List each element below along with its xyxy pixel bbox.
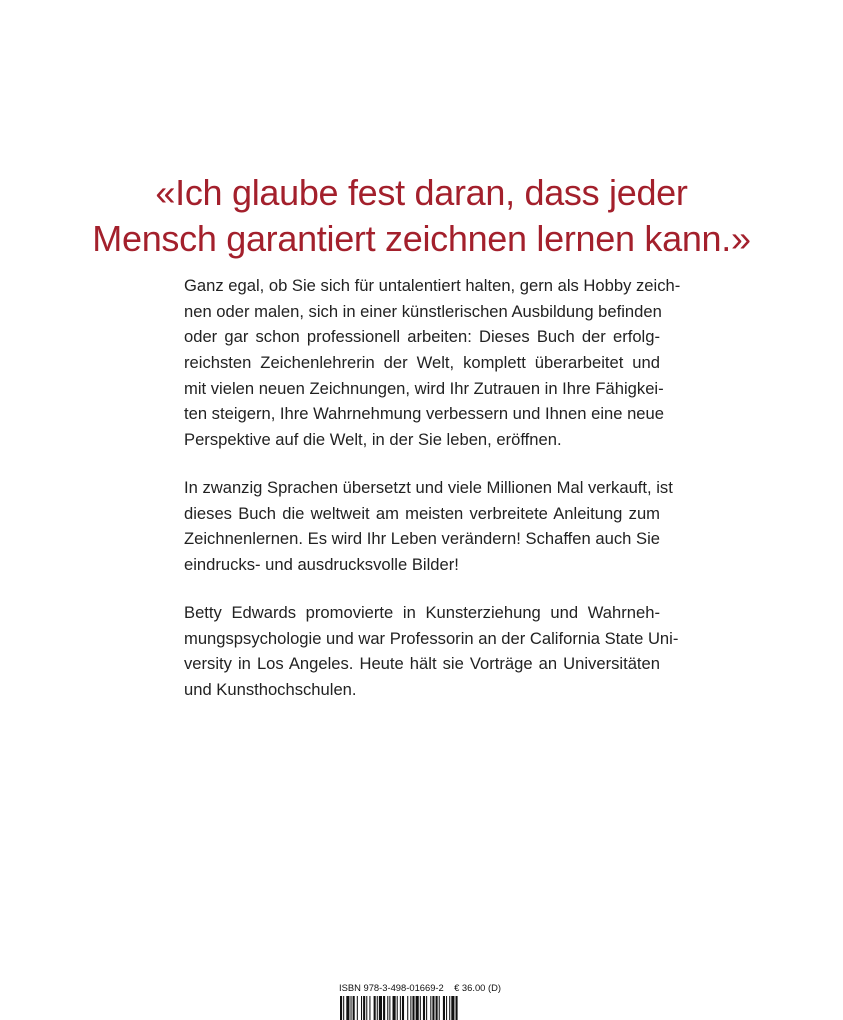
barcode-bar (439, 996, 440, 1020)
barcode-bar (343, 996, 344, 1020)
barcode-bar (400, 996, 401, 1020)
barcode-bar (346, 996, 349, 1020)
text-line: Zeichnenlernen. Es wird Ihr Leben verändern! Schaffen auch Sie (184, 529, 660, 549)
description-paragraph (184, 273, 681, 453)
barcode-bar (389, 996, 390, 1020)
barcode-bar (357, 996, 358, 1020)
pull-quote-line: «Ich glaube fest daran, dass jeder (155, 172, 688, 213)
text-line: Perspektive auf die Welt, in der Sie leben, eröffnen. (184, 430, 562, 450)
barcode-bar (340, 996, 342, 1020)
barcode-bar (416, 996, 419, 1020)
barcode-bar (420, 996, 421, 1020)
text-line: In zwanzig Sprachen übersetzt und viele Millionen Mal verkauft, ist (184, 478, 673, 497)
barcode-bar (410, 996, 411, 1020)
barcode-bar (412, 996, 414, 1020)
barcode-bar (402, 996, 404, 1020)
barcode-bar (423, 996, 425, 1020)
barcode-bar (432, 996, 434, 1020)
barcode-bar (430, 996, 431, 1020)
text-line: reichsten Zeichenlehrerin der Welt, komplett überarbeitet und (184, 353, 660, 373)
barcode-bar (436, 996, 438, 1020)
text-line: und Kunsthochschulen. (184, 680, 357, 700)
text-line: nen oder malen, sich in einer künstlerischen Ausbildung befinden (184, 301, 662, 321)
barcode-image (340, 996, 500, 1020)
barcode-bar (443, 996, 445, 1020)
barcode-bar (366, 996, 367, 1020)
text-line: Betty Edwards promovierte in Kunsterziehung und Wahrneh- (184, 603, 660, 622)
barcode-bar (363, 996, 365, 1020)
barcode-bar (449, 996, 450, 1020)
barcode-bar (377, 996, 378, 1020)
barcode-bar (361, 996, 362, 1020)
barcode-bar (374, 996, 376, 1020)
pull-quote-line: Mensch garantiert zeichnen lernen kann.» (92, 218, 751, 259)
text-line: mit vielen neuen Zeichnungen, wird Ihr Zutrauen in Ihre Fähigkei- (184, 378, 664, 398)
barcode-bar (407, 996, 408, 1020)
barcode-bar (379, 996, 382, 1020)
pull-quote (0, 170, 843, 262)
barcode-bar (387, 996, 388, 1020)
text-line: Ganz egal, ob Sie sich für untalentiert halten, gern als Hobby zeich- (184, 276, 681, 295)
barcode-bar (451, 996, 454, 1020)
barcode-bar (353, 996, 355, 1020)
barcode-bar (383, 996, 385, 1020)
text-line: mungspsychologie und war Professorin an der California State Uni- (184, 628, 679, 648)
barcode-bar (393, 996, 396, 1020)
text-line: eindrucks- und ausdrucksvolle Bilder! (184, 555, 459, 575)
barcode-bar (397, 996, 398, 1020)
text-line: ten steigern, Ihre Wahrnehmung verbessern und Ihnen eine neue (184, 404, 664, 424)
author-bio-paragraph (184, 600, 679, 703)
barcode-bar (351, 996, 352, 1020)
barcode-bar (369, 996, 370, 1020)
price-label: € 36.00 (D) (454, 982, 501, 993)
text-line: versity in Los Angeles. Heute hält sie Vorträge an Universitäten (184, 654, 660, 674)
isbn-price-line (339, 982, 501, 993)
barcode-bar (446, 996, 447, 1020)
barcode-bar (456, 996, 458, 1020)
isbn-number: ISBN 978-3-498-01669-2 (339, 982, 444, 993)
text-line: oder gar schon professionell arbeiten: Dieses Buch der erfolg- (184, 327, 660, 347)
barcode-bar (426, 996, 427, 1020)
barcode-block (339, 980, 501, 1020)
sales-paragraph (184, 475, 673, 578)
text-line: dieses Buch die weltweit am meisten verbreitete Anleitung zum (184, 503, 660, 523)
